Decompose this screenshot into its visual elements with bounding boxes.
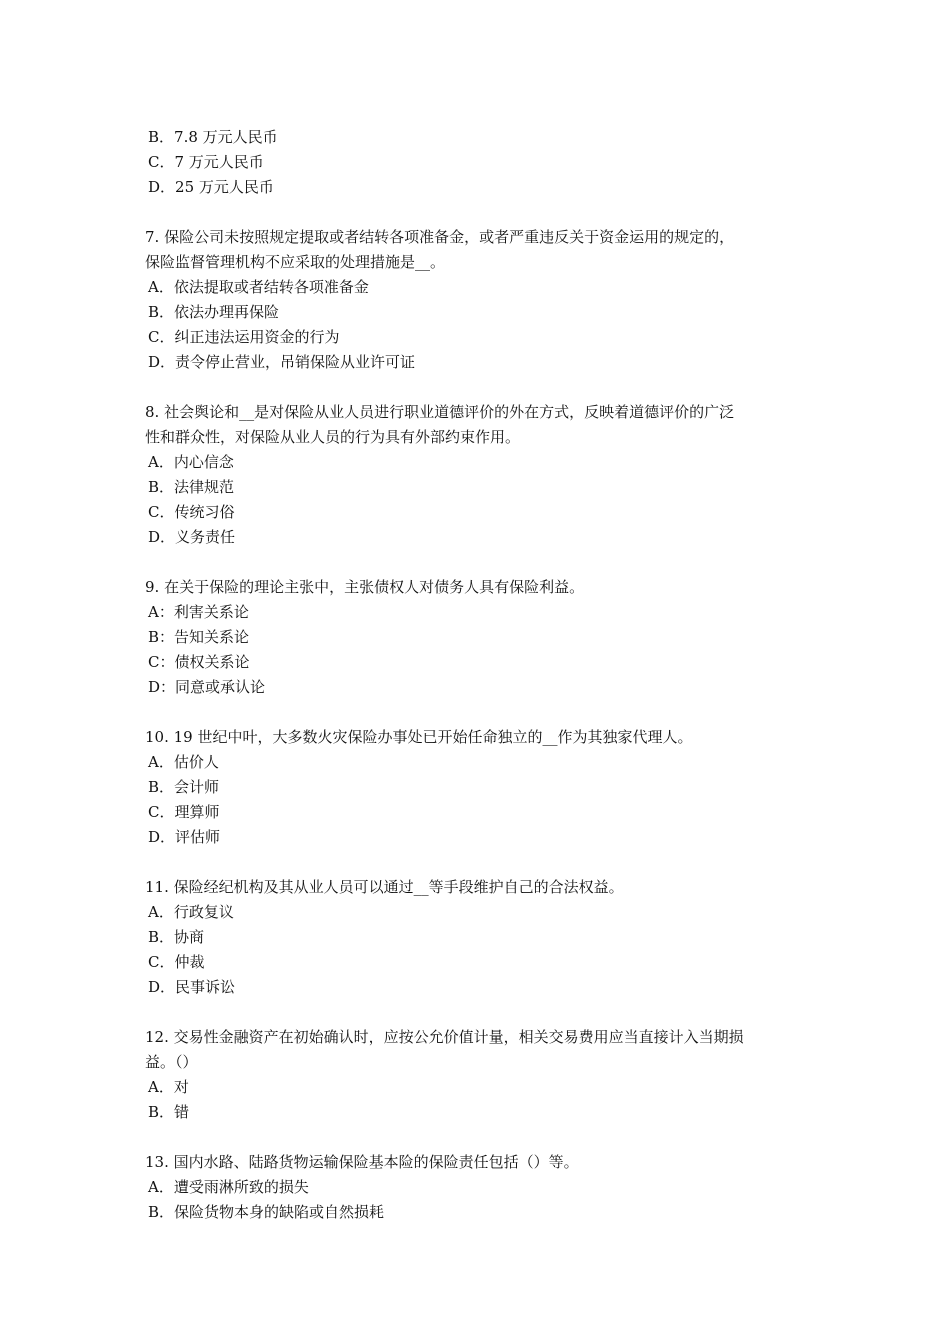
question-block-9 <box>145 575 815 700</box>
question-text-line: 7. 保险公司未按照规定提取或者结转各项准备金，或者严重违反关于资金运用的规定的， <box>145 228 735 246</box>
option-b: B．保险货物本身的缺陷或自然损耗 <box>148 1203 385 1221</box>
option-c: C．纠正违法运用资金的行为 <box>148 328 340 346</box>
option-d: D：同意或承认论 <box>148 678 266 696</box>
option-a: A．行政复议 <box>148 903 234 921</box>
spacer <box>145 375 815 400</box>
question-text-line: 8. 社会舆论和__是对保险从业人员进行职业道德评价的外在方式，反映着道德评价的广泛 <box>145 403 735 421</box>
question-block-12 <box>145 1025 815 1125</box>
option-b: B：告知关系论 <box>148 628 250 646</box>
option-d: D．义务责任 <box>148 528 236 546</box>
spacer <box>145 1000 815 1025</box>
option-b: B．错 <box>148 1103 190 1121</box>
option-d: D．25 万元人民币 <box>148 178 274 196</box>
option-a: A．依法提取或者结转各项准备金 <box>148 278 369 296</box>
exam-content <box>145 125 815 1225</box>
option-a: A．对 <box>148 1078 189 1096</box>
question-block-11 <box>145 875 815 1000</box>
option-b: B．依法办理再保险 <box>148 303 280 321</box>
option-c: C：债权关系论 <box>148 653 250 671</box>
spacer <box>145 700 815 725</box>
question-text-line: 10. 19 世纪中叶，大多数火灾保险办事处已开始任命独立的__作为其独家代理人。 <box>145 728 693 746</box>
question-block-6-continued <box>145 125 815 200</box>
option-a: A．估价人 <box>148 753 219 771</box>
option-c: C．理算师 <box>148 803 220 821</box>
question-block-10 <box>145 725 815 850</box>
option-c: C．传统习俗 <box>148 503 235 521</box>
option-a: A．内心信念 <box>148 453 234 471</box>
option-b: B．会计师 <box>148 778 220 796</box>
option-b: B．协商 <box>148 928 205 946</box>
option-c: C．仲裁 <box>148 953 205 971</box>
question-text-line: 12. 交易性金融资产在初始确认时，应按公允价值计量，相关交易费用应当直接计入当期损 <box>145 1028 744 1046</box>
spacer <box>145 550 815 575</box>
question-text-line: 保险监督管理机构不应采取的处理措施是__。 <box>145 253 446 271</box>
spacer <box>145 200 815 225</box>
question-text-line: 13. 国内水路、陆路货物运输保险基本险的保险责任包括（）等。 <box>145 1153 579 1171</box>
option-a: A．遭受雨淋所致的损失 <box>148 1178 309 1196</box>
question-text-line: 性和群众性，对保险从业人员的行为具有外部约束作用。 <box>145 428 521 446</box>
spacer <box>145 1125 815 1150</box>
question-text-line: 益。（） <box>145 1053 198 1071</box>
option-d: D．责令停止营业，吊销保险从业许可证 <box>148 353 416 371</box>
question-block-7 <box>145 225 815 375</box>
option-b: B．法律规范 <box>148 478 235 496</box>
option-d: D．民事诉讼 <box>148 978 236 996</box>
question-text-line: 11. 保险经纪机构及其从业人员可以通过__等手段维护自己的合法权益。 <box>145 878 624 896</box>
question-block-8 <box>145 400 815 550</box>
option-a: A：利害关系论 <box>148 603 249 621</box>
question-block-13 <box>145 1150 815 1225</box>
option-d: D．评估师 <box>148 828 221 846</box>
spacer <box>145 850 815 875</box>
option-b: B．7.8 万元人民币 <box>148 128 278 146</box>
option-c: C．7 万元人民币 <box>148 153 264 171</box>
question-text-line: 9. 在关于保险的理论主张中，主张债权人对债务人具有保险利益。 <box>145 578 585 596</box>
